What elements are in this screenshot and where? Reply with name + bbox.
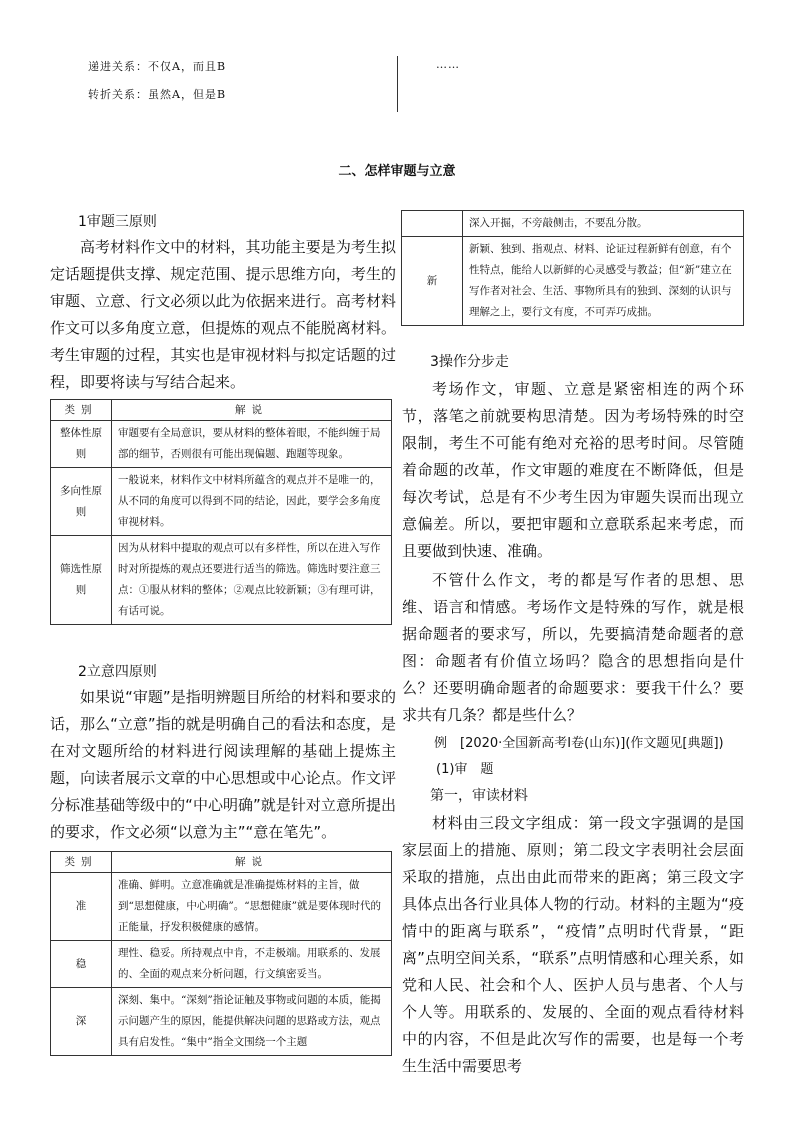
row-category: 稳 <box>51 941 112 988</box>
column-divider <box>397 56 398 112</box>
table-row <box>402 237 744 326</box>
row-description: 一般说来，材料作文中材料所蕴含的观点并不是唯一的，从不同的角度可以得到不同的结论，因此，要学会多角度审视材料。 <box>112 468 392 536</box>
row-category: 新 <box>402 237 463 326</box>
row-description: 新颖、独到、指观点、材料、论证过程新鲜有创意，有个性特点，能给人以新鲜的心灵感受与教益；但“新”建立在写作者对社会、生活、事物所具有的独到、深刻的认识与理解之上，要行文有度，不可弄巧成拙。 <box>463 237 744 326</box>
part1-heading: 1审题三原则 <box>78 214 157 230</box>
part2-heading: 2立意四原则 <box>78 664 157 680</box>
section-title: 二、怎样审题与立意 <box>338 164 456 179</box>
row-description: 准确、鲜明。立意准确就是准确提炼材料的主旨，做到“思想健康，中心明确”。“思想健康”就是要体现时代的正能量，抒发积极健康的感情。 <box>112 873 392 941</box>
top-right-ellipsis: …… <box>436 58 460 71</box>
table1-header-desc: 解说 <box>112 400 392 421</box>
top-line-1: 递进关系：不仅A，而且B <box>88 60 227 73</box>
row-description: 因为从材料中提取的观点可以有多样性，所以在进入写作时对所提炼的观点还要进行适当的筛选。筛选时要注意三点：①服从材料的整体；②观点比较新颖；③有理可讲，有话可说。 <box>112 536 392 625</box>
table-row <box>51 421 392 468</box>
row-category: 深 <box>51 988 112 1056</box>
principles-table-1 <box>50 399 392 625</box>
table2-header-desc: 解说 <box>112 852 392 873</box>
principles-table-2-continued <box>401 210 744 326</box>
row-description: 深入开掘，不旁敲侧击，不要乱分散。 <box>463 211 744 237</box>
subheading-analysis: (1)审 题 <box>436 762 494 777</box>
table-row <box>51 941 392 988</box>
table2-header-cat: 类别 <box>51 852 112 873</box>
table-row <box>51 468 392 536</box>
left-column <box>50 212 396 396</box>
part3-material-analysis: 材料由三段文字组成：第一段文字强调的是国家层面上的措施、原则；第二段文字表明社会层面采取的措施，点出由此而带来的距离；第三段文字具体点出各行业具体人物的行动。材料的主题为“疫情中的距离与联系”，“疫情”点明时代背景，“距离”点明空间关系，“联系”点明情感和心理关系，如党和人民、社会和个人、医护人员与患者、个人与个人等。用联系的、发展的、全面的观点看待材料中的内容，不但是此次写作的需要，也是每一个考生生活中需要思考 <box>402 814 744 1075</box>
example-label: 例 [2020·全国新高考Ⅰ卷(山东)](作文题见[典题]) <box>434 736 724 751</box>
row-category: 整体性原则 <box>51 421 112 468</box>
top-line-2: 转折关系：虽然A，但是B <box>88 88 227 101</box>
row-category: 多向性原则 <box>51 468 112 536</box>
table-row <box>51 873 392 941</box>
table-row <box>402 211 744 237</box>
row-description: 理性、稳妥。所持观点中肯，不走极端。用联系的、发展的、全面的观点来分析问题，行文缜密妥当。 <box>112 941 392 988</box>
part3-heading: 3操作分步走 <box>430 354 509 370</box>
table1-header-cat: 类别 <box>51 400 112 421</box>
subheading-material: 第一，审读材料 <box>430 788 528 804</box>
right-column <box>402 352 744 1080</box>
row-category <box>402 211 463 237</box>
part3-paragraph-2: 不管什么作文，考的都是写作者的思想、思维、语言和情感。考场作文是特殊的写作，就是根据命题者的要求写，所以，先要搞清楚命题者的意图：命题者有价值立场吗？隐含的思想指向是什么？还要明确命题者的命题要求：要我干什么？要求共有几条？都是些什么？ <box>402 571 744 724</box>
table-row <box>51 536 392 625</box>
row-description: 深刻、集中。“深刻”指论证触及事物或问题的本质，能揭示问题产生的原因，能提供解决问题的思路或方法，观点具有启发性。“集中”指全文围绕一个主题 <box>112 988 392 1056</box>
table-row <box>51 988 392 1056</box>
part3-paragraph-1: 考场作文，审题、立意是紧密相连的两个环节，落笔之前就要构思清楚。因为考场特殊的时空限制，考生不可能有绝对充裕的思考时间。尽管随着命题的改革，作文审题的难度在不断降低，但是每次考试，总是有不少考生因为审题失误而出现立意偏差。所以，要把审题和立意联系起来考虑，而且要做到快速、准确。 <box>402 380 744 560</box>
left-column-part2 <box>50 662 396 846</box>
part1-text: 高考材料作文中的材料，其功能主要是为考生拟定话题提供支撑、规定范围、提示思维方向，考生的审题、立意、行文必须以此为依据来进行。高考材料作文可以多角度立意，但提炼的观点不能脱离材料。考生审题的过程，其实也是审视材料与拟定话题的过程，即要将读与写结合起来。 <box>50 238 396 391</box>
row-category: 准 <box>51 873 112 941</box>
principles-table-2 <box>50 851 392 1056</box>
row-category: 筛选性原则 <box>51 536 112 625</box>
part2-text: 如果说“审题”是指明辨题目所给的材料和要求的话，那么“立意”指的就是明确自己的看法和态度，是在对文题所给的材料进行阅读理解的基础上提炼主题，向读者展示文章的中心思想或中心论点。作文评分标准基础等级中的“中心明确”就是针对立意所提出的要求，作文必须“以意为主”“意在笔先”。 <box>50 688 396 841</box>
row-description: 审题要有全局意识，要从材料的整体着眼，不能纠缠于局部的细节，否则很有可能出现偏题、跑题等现象。 <box>112 421 392 468</box>
